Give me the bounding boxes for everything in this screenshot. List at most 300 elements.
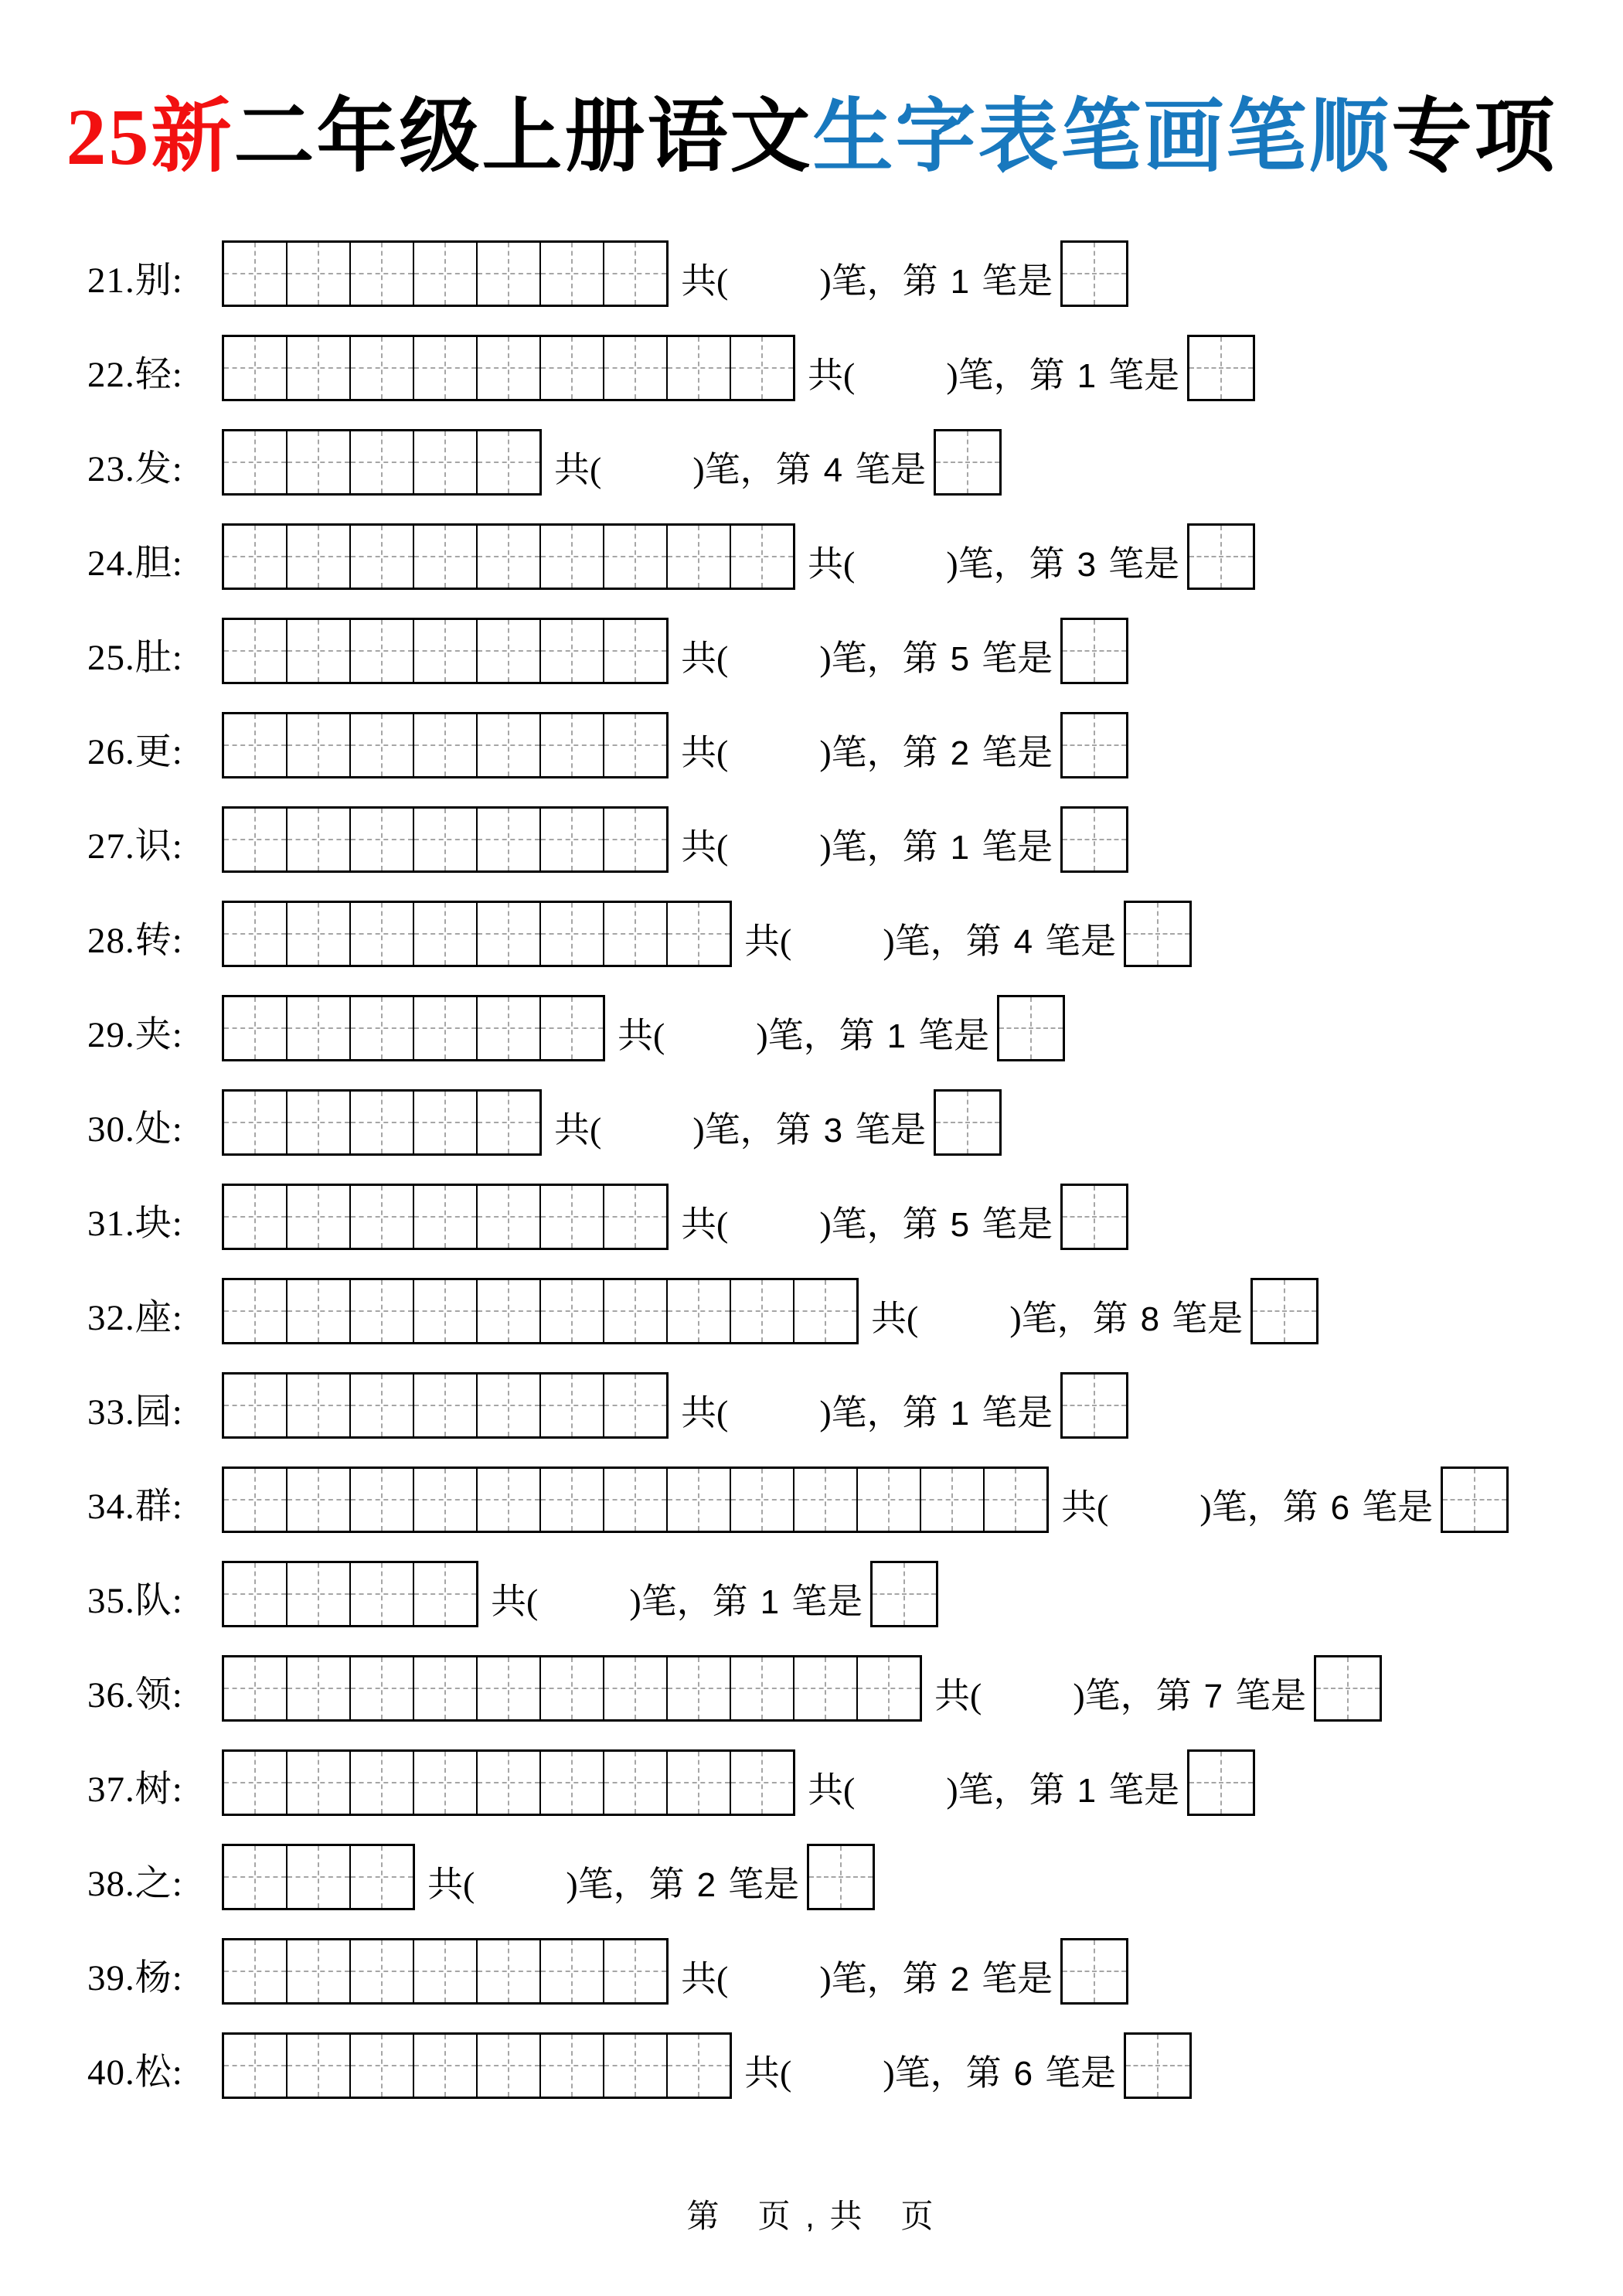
tianzige-cell[interactable] <box>286 1186 349 1248</box>
question-middle: )笔，第 <box>819 827 938 867</box>
tianzige-cell[interactable] <box>856 1657 920 1719</box>
tianzige-cell[interactable] <box>413 1940 476 2002</box>
answer-box[interactable] <box>1314 1655 1382 1722</box>
tianzige-cell[interactable] <box>983 1469 1046 1531</box>
question-prefix: 共( <box>871 1299 919 1338</box>
tianzige-cell[interactable] <box>603 809 666 870</box>
tianzige-cell[interactable] <box>730 526 793 588</box>
row-label: 22.轻: <box>87 355 183 395</box>
tianzige-cell[interactable] <box>793 1657 856 1719</box>
tianzige-cell[interactable] <box>413 620 476 682</box>
answer-box[interactable] <box>1124 2032 1192 2099</box>
question-middle: )笔，第 <box>692 1110 812 1150</box>
practice-grid <box>222 995 605 1061</box>
question-suffix: 笔是 <box>982 1204 1053 1244</box>
question-suffix: 笔是 <box>1362 1487 1434 1527</box>
tianzige-cell[interactable] <box>539 903 603 965</box>
question-prefix: 共( <box>808 356 856 395</box>
practice-grid <box>222 1938 669 2005</box>
worksheet-row <box>87 712 1128 778</box>
answer-box[interactable] <box>1187 523 1255 590</box>
worksheet-row <box>87 1467 1509 1533</box>
tianzige-cell[interactable] <box>349 620 413 682</box>
tianzige-cell[interactable] <box>286 1752 349 1814</box>
question-suffix: 笔是 <box>982 1393 1053 1432</box>
worksheet-row <box>87 1938 1128 2005</box>
stroke-number: 2 <box>950 734 970 772</box>
tianzige-cell[interactable] <box>476 1375 539 1436</box>
tianzige-cell[interactable] <box>413 1657 476 1719</box>
answer-box[interactable] <box>1060 1184 1128 1250</box>
worksheet-row <box>87 240 1128 307</box>
tianzige-cell[interactable] <box>286 1375 349 1436</box>
question-text <box>744 2053 1117 2099</box>
worksheet-row <box>87 1655 1382 1722</box>
tianzige-cell[interactable] <box>224 1752 286 1814</box>
practice-grid <box>222 1561 478 1627</box>
stroke-number: 8 <box>1140 1300 1160 1338</box>
question-prefix: 共( <box>681 1393 729 1432</box>
tianzige-cell[interactable] <box>476 337 539 399</box>
tianzige-cell[interactable] <box>476 997 539 1059</box>
tianzige-cell[interactable] <box>286 243 349 305</box>
title-part-blue: 生字表笔画笔顺 <box>812 93 1392 182</box>
row-label: 26.更: <box>87 732 183 772</box>
tianzige-cell[interactable] <box>224 1846 286 1908</box>
tianzige-cell[interactable] <box>349 1752 413 1814</box>
tianzige-cell[interactable] <box>539 1940 603 2002</box>
tianzige-cell[interactable] <box>349 431 413 493</box>
tianzige-cell[interactable] <box>286 997 349 1059</box>
worksheet-row <box>87 806 1128 873</box>
tianzige-cell[interactable] <box>476 1092 539 1153</box>
tianzige-cell[interactable] <box>413 1752 476 1814</box>
stroke-number: 6 <box>1330 1489 1350 1527</box>
tianzige-cell[interactable] <box>539 1280 603 1342</box>
question-middle: )笔，第 <box>1199 1487 1318 1527</box>
question-middle: )笔，第 <box>756 1016 875 1055</box>
question-suffix: 笔是 <box>1045 2053 1117 2093</box>
row-label: 28.转: <box>87 921 183 961</box>
tianzige-cell[interactable] <box>539 997 603 1059</box>
tianzige-cell[interactable] <box>224 243 286 305</box>
tianzige-cell[interactable] <box>603 526 666 588</box>
worksheet-row <box>87 1184 1128 1250</box>
practice-grid <box>222 1844 415 1910</box>
question-text <box>681 1204 1053 1250</box>
tianzige-cell[interactable] <box>349 243 413 305</box>
stroke-number: 1 <box>886 1017 907 1055</box>
tianzige-cell[interactable] <box>286 526 349 588</box>
worksheet-row <box>87 1844 875 1910</box>
tianzige-cell[interactable] <box>349 526 413 588</box>
tianzige-cell[interactable] <box>224 2035 286 2097</box>
tianzige-cell[interactable] <box>413 243 476 305</box>
stroke-number: 1 <box>760 1583 780 1621</box>
tianzige-cell[interactable] <box>539 1186 603 1248</box>
tianzige-cell[interactable] <box>856 1469 920 1531</box>
row-label: 29.夹: <box>87 1015 183 1055</box>
question-text <box>744 921 1117 967</box>
tianzige-cell[interactable] <box>224 714 286 776</box>
worksheet-row <box>87 1561 938 1627</box>
tianzige-cell[interactable] <box>666 337 730 399</box>
practice-grid <box>222 1467 1049 1533</box>
tianzige-cell[interactable] <box>224 1092 286 1153</box>
tianzige-cell[interactable] <box>413 2035 476 2097</box>
tianzige-cell[interactable] <box>539 337 603 399</box>
practice-grid <box>222 335 795 401</box>
tianzige-cell[interactable] <box>349 1469 413 1531</box>
stroke-number: 1 <box>950 829 970 867</box>
stroke-number: 7 <box>1203 1678 1223 1715</box>
tianzige-cell[interactable] <box>413 1186 476 1248</box>
tianzige-cell[interactable] <box>286 903 349 965</box>
stroke-number: 5 <box>950 1206 970 1244</box>
row-label: 31.块: <box>87 1204 183 1244</box>
tianzige-cell[interactable] <box>224 526 286 588</box>
question-middle: )笔，第 <box>819 639 938 678</box>
tianzige-cell[interactable] <box>793 1280 856 1342</box>
tianzige-cell[interactable] <box>224 1940 286 2002</box>
answer-box[interactable] <box>1060 1372 1128 1439</box>
tianzige-cell[interactable] <box>349 1657 413 1719</box>
answer-box[interactable] <box>1187 1749 1255 1816</box>
practice-grid <box>222 1372 669 1439</box>
tianzige-cell[interactable] <box>349 997 413 1059</box>
tianzige-cell[interactable] <box>539 1469 603 1531</box>
question-text <box>1061 1487 1434 1533</box>
tianzige-cell[interactable] <box>539 809 603 870</box>
title-part-black1: 二年级上册语文 <box>233 93 813 182</box>
tianzige-cell[interactable] <box>603 1375 666 1436</box>
tianzige-cell[interactable] <box>224 1375 286 1436</box>
tianzige-cell[interactable] <box>286 1657 349 1719</box>
tianzige-cell[interactable] <box>476 903 539 965</box>
row-label: 39.杨: <box>87 1958 183 1998</box>
tianzige-cell[interactable] <box>666 1469 730 1531</box>
question-text <box>681 1395 1053 1439</box>
question-middle: )笔，第 <box>1073 1676 1192 1715</box>
practice-grid <box>222 2032 732 2099</box>
tianzige-cell[interactable] <box>286 1563 349 1625</box>
tianzige-cell[interactable] <box>920 1469 983 1531</box>
tianzige-cell[interactable] <box>539 243 603 305</box>
question-text <box>681 261 1053 307</box>
stroke-number: 2 <box>696 1866 716 1904</box>
tianzige-cell[interactable] <box>476 1657 539 1719</box>
answer-box[interactable] <box>1060 806 1128 873</box>
question-prefix: 共( <box>744 921 792 961</box>
worksheet-row <box>87 335 1255 401</box>
stroke-number: 5 <box>950 640 970 678</box>
answer-box[interactable] <box>1187 335 1255 401</box>
tianzige-cell[interactable] <box>349 903 413 965</box>
stroke-number: 3 <box>1077 546 1097 584</box>
tianzige-cell[interactable] <box>413 431 476 493</box>
answer-box[interactable] <box>934 1089 1002 1156</box>
tianzige-cell[interactable] <box>666 903 730 965</box>
question-text <box>808 1770 1180 1816</box>
question-middle: )笔，第 <box>1009 1299 1128 1338</box>
question-middle: )笔，第 <box>819 1204 938 1244</box>
answer-box[interactable] <box>1250 1278 1318 1344</box>
tianzige-cell[interactable] <box>286 337 349 399</box>
row-label: 35.队: <box>87 1581 183 1621</box>
question-suffix: 笔是 <box>982 639 1053 678</box>
title-part-black2: 专项 <box>1391 93 1557 182</box>
question-middle: )笔，第 <box>946 1770 1065 1810</box>
tianzige-cell[interactable] <box>413 997 476 1059</box>
stroke-number: 3 <box>823 1112 843 1150</box>
row-label: 25.肚: <box>87 638 183 678</box>
stroke-number: 2 <box>950 1960 970 1998</box>
tianzige-cell[interactable] <box>224 620 286 682</box>
tianzige-cell[interactable] <box>476 2035 539 2097</box>
tianzige-cell[interactable] <box>413 714 476 776</box>
tianzige-cell[interactable] <box>476 714 539 776</box>
question-middle: )笔，第 <box>883 2053 1002 2093</box>
tianzige-cell[interactable] <box>413 1375 476 1436</box>
practice-grid <box>222 712 669 778</box>
row-label: 34.群: <box>87 1487 183 1527</box>
practice-grid <box>222 1278 859 1344</box>
tianzige-cell[interactable] <box>286 1092 349 1153</box>
tianzige-cell[interactable] <box>603 1186 666 1248</box>
tianzige-cell[interactable] <box>476 1280 539 1342</box>
tianzige-cell[interactable] <box>224 809 286 870</box>
answer-box[interactable] <box>1060 618 1128 684</box>
answer-box[interactable] <box>1060 1938 1128 2005</box>
tianzige-cell[interactable] <box>476 1752 539 1814</box>
stroke-number: 1 <box>1077 357 1097 395</box>
tianzige-cell[interactable] <box>413 1280 476 1342</box>
question-middle: )笔，第 <box>819 733 938 772</box>
question-suffix: 笔是 <box>1108 544 1180 584</box>
tianzige-cell[interactable] <box>286 2035 349 2097</box>
tianzige-cell[interactable] <box>224 1186 286 1248</box>
tianzige-cell[interactable] <box>666 526 730 588</box>
tianzige-cell[interactable] <box>286 1940 349 2002</box>
tianzige-cell[interactable] <box>224 997 286 1059</box>
practice-grid <box>222 429 542 496</box>
row-label: 37.树: <box>87 1770 183 1810</box>
worksheet-row <box>87 1278 1318 1344</box>
tianzige-cell[interactable] <box>603 337 666 399</box>
question-suffix: 笔是 <box>982 1959 1053 1998</box>
tianzige-cell[interactable] <box>286 714 349 776</box>
question-suffix: 笔是 <box>982 261 1053 301</box>
question-prefix: 共( <box>554 1110 602 1150</box>
practice-grid <box>222 240 669 307</box>
question-middle: )笔，第 <box>629 1582 748 1621</box>
tianzige-cell[interactable] <box>413 809 476 870</box>
question-text <box>681 1961 1053 2005</box>
practice-grid <box>222 901 732 967</box>
question-text <box>554 452 926 496</box>
tianzige-cell[interactable] <box>349 337 413 399</box>
tianzige-cell[interactable] <box>603 1469 666 1531</box>
question-middle: )笔，第 <box>946 356 1065 395</box>
tianzige-cell[interactable] <box>476 243 539 305</box>
page-title <box>0 85 1623 189</box>
tianzige-cell[interactable] <box>349 1186 413 1248</box>
question-text <box>681 735 1053 778</box>
tianzige-cell[interactable] <box>286 1280 349 1342</box>
question-suffix: 笔是 <box>855 450 927 489</box>
answer-box[interactable] <box>807 1844 875 1910</box>
tianzige-cell[interactable] <box>286 1469 349 1531</box>
tianzige-cell[interactable] <box>349 1092 413 1153</box>
worksheet-row <box>87 523 1255 590</box>
practice-grid <box>222 1749 795 1816</box>
answer-box[interactable] <box>997 995 1065 1061</box>
tianzige-cell[interactable] <box>286 1846 349 1908</box>
tianzige-cell[interactable] <box>224 1657 286 1719</box>
tianzige-cell[interactable] <box>286 620 349 682</box>
tianzige-cell[interactable] <box>413 1469 476 1531</box>
question-prefix: 共( <box>681 261 729 301</box>
tianzige-cell[interactable] <box>666 2035 730 2097</box>
stroke-number: 1 <box>950 263 970 301</box>
tianzige-cell[interactable] <box>224 337 286 399</box>
tianzige-cell[interactable] <box>603 1940 666 2002</box>
tianzige-cell[interactable] <box>413 337 476 399</box>
tianzige-cell[interactable] <box>349 1280 413 1342</box>
answer-box[interactable] <box>1124 901 1192 967</box>
stroke-number: 1 <box>950 1395 970 1432</box>
row-label: 24.胆: <box>87 543 183 584</box>
tianzige-cell[interactable] <box>349 809 413 870</box>
question-text <box>618 1018 989 1061</box>
question-prefix: 共( <box>681 1959 729 1998</box>
tianzige-cell[interactable] <box>349 1940 413 2002</box>
question-suffix: 笔是 <box>918 1016 990 1055</box>
question-suffix: 笔是 <box>982 827 1053 867</box>
worksheet-row <box>87 901 1192 967</box>
tianzige-cell[interactable] <box>476 1186 539 1248</box>
question-middle: )笔，第 <box>819 1393 938 1432</box>
tianzige-cell[interactable] <box>224 1563 286 1625</box>
tianzige-cell[interactable] <box>603 1657 666 1719</box>
row-label: 30.处: <box>87 1109 183 1150</box>
tianzige-cell[interactable] <box>224 1469 286 1531</box>
row-label: 32.座: <box>87 1298 183 1338</box>
worksheet-row <box>87 1372 1128 1439</box>
tianzige-cell[interactable] <box>349 1846 413 1908</box>
question-suffix: 笔是 <box>1108 1770 1180 1810</box>
tianzige-cell[interactable] <box>603 243 666 305</box>
worksheet-row <box>87 1749 1255 1816</box>
question-prefix: 共( <box>1061 1487 1109 1527</box>
tianzige-cell[interactable] <box>476 1940 539 2002</box>
question-prefix: 共( <box>681 639 729 678</box>
tianzige-cell[interactable] <box>603 903 666 965</box>
question-prefix: 共( <box>491 1582 539 1621</box>
question-middle: )笔，第 <box>819 1959 938 1998</box>
question-prefix: 共( <box>427 1865 475 1904</box>
question-suffix: 笔是 <box>1235 1676 1307 1715</box>
tianzige-cell[interactable] <box>476 431 539 493</box>
question-text <box>554 1112 926 1156</box>
question-middle: )笔，第 <box>566 1865 685 1904</box>
answer-box[interactable] <box>1441 1467 1509 1533</box>
tianzige-cell[interactable] <box>730 1752 793 1814</box>
question-prefix: 共( <box>808 1770 856 1810</box>
tianzige-cell[interactable] <box>730 337 793 399</box>
tianzige-cell[interactable] <box>539 714 603 776</box>
tianzige-cell[interactable] <box>603 714 666 776</box>
practice-grid <box>222 806 669 873</box>
tianzige-cell[interactable] <box>539 526 603 588</box>
tianzige-cell[interactable] <box>539 2035 603 2097</box>
tianzige-cell[interactable] <box>603 1280 666 1342</box>
tianzige-cell[interactable] <box>666 1657 730 1719</box>
answer-box[interactable] <box>1060 712 1128 778</box>
tianzige-cell[interactable] <box>539 1375 603 1436</box>
title-part-red: 25新 <box>66 93 234 182</box>
tianzige-cell[interactable] <box>224 1280 286 1342</box>
tianzige-cell[interactable] <box>730 1280 793 1342</box>
stroke-number: 4 <box>1013 923 1033 961</box>
tianzige-cell[interactable] <box>413 1092 476 1153</box>
answer-box[interactable] <box>934 429 1002 496</box>
stroke-number: 4 <box>823 451 843 489</box>
worksheet-row <box>87 1089 1002 1156</box>
tianzige-cell[interactable] <box>224 431 286 493</box>
tianzige-cell[interactable] <box>666 1752 730 1814</box>
tianzige-cell[interactable] <box>413 1563 476 1625</box>
tianzige-cell[interactable] <box>730 1657 793 1719</box>
tianzige-cell[interactable] <box>349 2035 413 2097</box>
tianzige-cell[interactable] <box>476 1469 539 1531</box>
tianzige-cell[interactable] <box>603 620 666 682</box>
question-text <box>427 1867 799 1910</box>
tianzige-cell[interactable] <box>349 1563 413 1625</box>
tianzige-cell[interactable] <box>476 809 539 870</box>
tianzige-cell[interactable] <box>286 431 349 493</box>
stroke-number: 6 <box>1013 2055 1033 2093</box>
tianzige-cell[interactable] <box>603 2035 666 2097</box>
question-suffix: 笔是 <box>982 733 1053 772</box>
tianzige-cell[interactable] <box>224 903 286 965</box>
tianzige-cell[interactable] <box>286 809 349 870</box>
tianzige-cell[interactable] <box>730 1469 793 1531</box>
tianzige-cell[interactable] <box>539 1752 603 1814</box>
tianzige-cell[interactable] <box>539 620 603 682</box>
row-label: 33.园: <box>87 1392 183 1432</box>
tianzige-cell[interactable] <box>413 903 476 965</box>
question-text <box>871 1301 1243 1344</box>
tianzige-cell[interactable] <box>476 620 539 682</box>
question-suffix: 笔是 <box>1172 1299 1244 1338</box>
tianzige-cell[interactable] <box>413 526 476 588</box>
tianzige-cell[interactable] <box>476 526 539 588</box>
tianzige-cell[interactable] <box>666 1280 730 1342</box>
question-text <box>808 544 1180 590</box>
question-suffix: 笔是 <box>1045 921 1117 961</box>
worksheet-row <box>87 2032 1192 2099</box>
tianzige-cell[interactable] <box>603 1752 666 1814</box>
answer-box[interactable] <box>1060 240 1128 307</box>
answer-box[interactable] <box>870 1561 938 1627</box>
question-middle: )笔，第 <box>946 544 1065 584</box>
tianzige-cell[interactable] <box>349 714 413 776</box>
tianzige-cell[interactable] <box>539 1657 603 1719</box>
tianzige-cell[interactable] <box>349 1375 413 1436</box>
worksheet-row <box>87 429 1002 496</box>
tianzige-cell[interactable] <box>793 1469 856 1531</box>
